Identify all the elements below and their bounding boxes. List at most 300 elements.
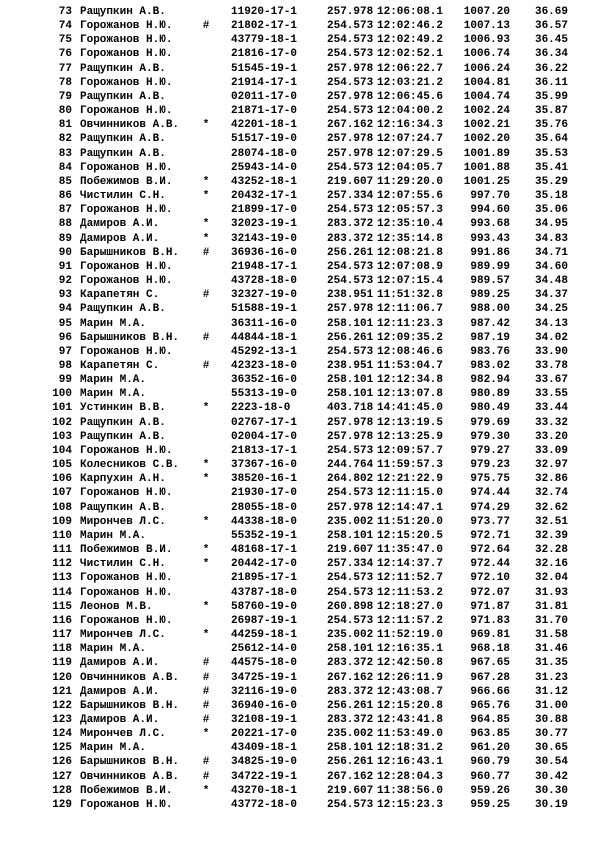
table-row — [0, 402, 600, 415]
team-mark: # — [202, 20, 210, 33]
table-row — [0, 445, 600, 458]
bird-ring: 36940-16-0 — [231, 699, 298, 712]
score: 30.42 — [534, 770, 568, 783]
arrival-time: 11:52:19.0 — [377, 629, 444, 642]
row-number: 107 — [52, 487, 72, 500]
table-row — [0, 176, 600, 189]
row-number: 93 — [58, 289, 72, 302]
table-row — [0, 516, 600, 529]
arrival-time: 12:14:37.7 — [377, 558, 444, 571]
bird-ring: 44844-18-1 — [231, 331, 298, 344]
team-mark: * — [202, 629, 210, 642]
distance: 283.372 — [327, 218, 374, 231]
row-number: 125 — [52, 742, 72, 755]
row-number: 110 — [52, 529, 72, 542]
distance: 254.573 — [327, 161, 374, 174]
table-row — [0, 756, 600, 769]
bird-ring: 32327-19-0 — [231, 289, 298, 302]
bird-ring: 45292-13-1 — [231, 345, 298, 358]
score: 32.39 — [534, 529, 568, 542]
team-mark: # — [202, 685, 210, 698]
fancier-name: Дамиров А.И. — [80, 685, 160, 698]
bird-ring: 28074-18-0 — [231, 147, 298, 160]
fancier-name: Барышников В.Н. — [80, 756, 180, 769]
fancier-name: Горожанов Н.Ю. — [80, 614, 173, 627]
table-row — [0, 332, 600, 345]
bird-ring: 44575-18-0 — [231, 657, 298, 670]
bird-ring: 26987-19-1 — [231, 614, 298, 627]
team-mark: * — [202, 544, 210, 557]
fancier-name: Ращупкин А.В. — [80, 133, 166, 146]
table-row — [0, 218, 600, 231]
distance: 257.978 — [327, 147, 374, 160]
score: 32.74 — [534, 487, 568, 500]
fancier-name: Марин М.А. — [80, 643, 147, 656]
distance: 257.978 — [327, 62, 374, 75]
arrival-time: 12:18:31.2 — [377, 742, 444, 755]
speed: 1004.81 — [463, 76, 510, 89]
distance: 257.978 — [327, 416, 374, 429]
table-row — [0, 261, 600, 274]
team-mark: * — [202, 190, 210, 203]
bird-ring: 51588-19-1 — [231, 303, 298, 316]
team-mark: # — [202, 714, 210, 726]
score: 32.86 — [534, 473, 568, 486]
row-number: 88 — [58, 218, 72, 231]
score: 32.97 — [534, 459, 568, 472]
row-number: 97 — [58, 345, 72, 358]
arrival-time: 12:08:21.8 — [377, 246, 444, 259]
row-number: 78 — [58, 76, 72, 89]
row-number: 82 — [58, 133, 72, 146]
row-number: 113 — [52, 572, 72, 585]
bird-ring: 2223-18-0 — [231, 402, 291, 415]
bird-ring: 25943-14-0 — [231, 161, 298, 174]
bird-ring: 43779-18-1 — [231, 34, 298, 47]
arrival-time: 12:04:05.7 — [377, 161, 444, 174]
bird-ring: 02004-17-0 — [231, 430, 298, 443]
arrival-time: 12:02:49.2 — [377, 34, 444, 47]
distance: 254.573 — [327, 48, 374, 61]
distance: 256.261 — [327, 331, 374, 344]
bird-ring: 21899-17-0 — [231, 204, 298, 217]
fancier-name: Горожанов Н.Ю. — [80, 204, 173, 217]
fancier-name: Мирончев Л.С. — [80, 515, 166, 528]
fancier-name: Карапетян С. — [80, 360, 160, 372]
fancier-name: Колесников С.В. — [80, 459, 180, 472]
score: 32.62 — [534, 501, 568, 514]
fancier-name: Овчинников А.В. — [80, 671, 180, 684]
speed: 993.68 — [470, 218, 510, 231]
distance: 254.573 — [327, 487, 374, 500]
arrival-time: 12:18:27.0 — [377, 600, 444, 613]
fancier-name: Побежимов В.И. — [80, 544, 173, 557]
score: 36.69 — [534, 6, 568, 18]
distance: 254.573 — [327, 798, 374, 811]
bird-ring: 36311-16-0 — [231, 317, 298, 330]
speed: 980.89 — [470, 388, 510, 401]
score: 30.30 — [534, 784, 568, 797]
table-row — [0, 643, 600, 656]
table-row — [0, 360, 600, 373]
row-number: 96 — [58, 331, 72, 344]
arrival-time: 12:05:57.3 — [377, 204, 444, 217]
score: 31.35 — [534, 657, 568, 670]
fancier-name: Горожанов Н.Ю. — [80, 20, 173, 33]
table-row — [0, 133, 600, 146]
row-number: 105 — [52, 459, 72, 472]
arrival-time: 12:21:22.9 — [377, 473, 444, 486]
arrival-time: 12:43:08.7 — [377, 685, 444, 698]
table-row — [0, 20, 600, 33]
arrival-time: 11:51:32.8 — [377, 289, 444, 302]
score: 34.95 — [534, 218, 568, 231]
speed: 974.29 — [470, 501, 510, 514]
bird-ring: 32116-19-0 — [231, 685, 298, 698]
speed: 963.85 — [470, 728, 510, 741]
fancier-name: Горожанов Н.Ю. — [80, 34, 173, 47]
bird-ring: 21871-17-0 — [231, 105, 298, 118]
bird-ring: 43270-18-1 — [231, 784, 298, 797]
bird-ring: 20442-17-0 — [231, 558, 298, 571]
row-number: 86 — [58, 190, 72, 203]
table-row — [0, 388, 600, 401]
team-mark: * — [202, 459, 210, 472]
speed: 980.49 — [470, 402, 510, 415]
table-row — [0, 629, 600, 642]
fancier-name: Ращупкин А.В. — [80, 6, 166, 18]
score: 30.19 — [534, 798, 568, 811]
fancier-name: Дамиров А.И. — [80, 218, 160, 231]
speed: 993.43 — [470, 232, 510, 245]
distance: 258.101 — [327, 317, 374, 330]
arrival-time: 12:13:25.9 — [377, 430, 444, 443]
bird-ring: 34722-19-1 — [231, 770, 298, 783]
row-number: 127 — [52, 770, 72, 783]
fancier-name: Барышников В.Н. — [80, 699, 180, 712]
distance: 238.951 — [327, 360, 374, 372]
table-row — [0, 544, 600, 557]
row-number: 118 — [52, 643, 72, 656]
row-number: 128 — [52, 784, 72, 797]
row-number: 79 — [58, 90, 72, 103]
table-row — [0, 799, 600, 812]
fancier-name: Ращупкин А.В. — [80, 62, 166, 75]
fancier-name: Горожанов Н.Ю. — [80, 275, 173, 288]
table-row — [0, 289, 600, 302]
speed: 988.00 — [470, 303, 510, 316]
bird-ring: 37367-16-0 — [231, 459, 298, 472]
distance: 283.372 — [327, 657, 374, 670]
row-number: 102 — [52, 416, 72, 429]
row-number: 103 — [52, 430, 72, 443]
table-row — [0, 275, 600, 288]
score: 35.76 — [534, 119, 568, 132]
distance: 256.261 — [327, 756, 374, 769]
fancier-name: Барышников В.Н. — [80, 331, 180, 344]
distance: 260.898 — [327, 600, 374, 613]
arrival-time: 12:42:50.8 — [377, 657, 444, 670]
arrival-time: 12:11:57.2 — [377, 614, 444, 627]
fancier-name: Горожанов Н.Ю. — [80, 444, 173, 457]
bird-ring: 34825-19-0 — [231, 756, 298, 769]
fancier-name: Марин М.А. — [80, 529, 147, 542]
table-row — [0, 303, 600, 316]
bird-ring: 43252-18-1 — [231, 175, 298, 188]
score: 30.54 — [534, 756, 568, 769]
fancier-name: Марин М.А. — [80, 317, 147, 330]
score: 35.29 — [534, 175, 568, 188]
score: 32.16 — [534, 558, 568, 571]
fancier-name: Горожанов Н.Ю. — [80, 572, 173, 585]
score: 33.78 — [534, 360, 568, 372]
speed: 979.30 — [470, 430, 510, 443]
arrival-time: 12:09:35.2 — [377, 331, 444, 344]
fancier-name: Горожанов Н.Ю. — [80, 161, 173, 174]
fancier-name: Чистилин С.Н. — [80, 558, 166, 571]
speed: 989.25 — [470, 289, 510, 302]
row-number: 100 — [52, 388, 72, 401]
distance: 403.718 — [327, 402, 374, 415]
fancier-name: Марин М.А. — [80, 742, 147, 755]
score: 34.48 — [534, 275, 568, 288]
arrival-time: 11:29:20.0 — [377, 175, 444, 188]
bird-ring: 43409-18-1 — [231, 742, 298, 755]
bird-ring: 42323-18-0 — [231, 360, 298, 372]
speed: 972.07 — [470, 586, 510, 599]
distance: 244.764 — [327, 459, 374, 472]
speed: 967.28 — [470, 671, 510, 684]
table-row — [0, 686, 600, 699]
speed: 989.57 — [470, 275, 510, 288]
table-row — [0, 346, 600, 359]
score: 30.88 — [534, 714, 568, 726]
fancier-name: Карпухин А.Н. — [80, 473, 166, 486]
row-number: 112 — [52, 558, 72, 571]
speed: 991.86 — [470, 246, 510, 259]
score: 33.55 — [534, 388, 568, 401]
speed: 1001.89 — [463, 147, 510, 160]
score: 33.32 — [534, 416, 568, 429]
fancier-name: Чистилин С.Н. — [80, 190, 166, 203]
row-number: 75 — [58, 34, 72, 47]
team-mark: * — [202, 119, 210, 132]
row-number: 119 — [52, 657, 72, 670]
row-number: 126 — [52, 756, 72, 769]
score: 36.11 — [534, 76, 568, 89]
arrival-time: 12:02:46.2 — [377, 20, 444, 33]
bird-ring: 55352-19-1 — [231, 529, 298, 542]
table-row — [0, 148, 600, 161]
row-number: 87 — [58, 204, 72, 217]
speed: 1007.20 — [463, 6, 510, 18]
table-row — [0, 6, 600, 19]
fancier-name: Дамиров А.И. — [80, 232, 160, 245]
table-row — [0, 34, 600, 47]
team-mark: # — [202, 671, 210, 684]
bird-ring: 42201-18-1 — [231, 119, 298, 132]
row-number: 114 — [52, 586, 72, 599]
row-number: 89 — [58, 232, 72, 245]
arrival-time: 12:07:15.4 — [377, 275, 444, 288]
arrival-time: 12:04:00.2 — [377, 105, 444, 118]
score: 31.12 — [534, 685, 568, 698]
fancier-name: Устинкин В.В. — [80, 402, 166, 415]
bird-ring: 55313-19-0 — [231, 388, 298, 401]
distance: 254.573 — [327, 105, 374, 118]
row-number: 106 — [52, 473, 72, 486]
speed: 972.71 — [470, 529, 510, 542]
fancier-name: Горожанов Н.Ю. — [80, 345, 173, 358]
team-mark: * — [202, 515, 210, 528]
distance: 254.573 — [327, 586, 374, 599]
row-number: 101 — [52, 402, 72, 415]
speed: 961.20 — [470, 742, 510, 755]
row-number: 108 — [52, 501, 72, 514]
arrival-time: 12:12:34.8 — [377, 374, 444, 387]
distance: 254.573 — [327, 34, 374, 47]
distance: 267.162 — [327, 770, 374, 783]
distance: 235.002 — [327, 728, 374, 741]
row-number: 94 — [58, 303, 72, 316]
score: 36.22 — [534, 62, 568, 75]
bird-ring: 21813-17-1 — [231, 444, 298, 457]
row-number: 73 — [58, 6, 72, 18]
table-row — [0, 473, 600, 486]
row-number: 121 — [52, 685, 72, 698]
arrival-time: 12:26:11.9 — [377, 671, 444, 684]
row-number: 117 — [52, 629, 72, 642]
bird-ring: 51517-19-0 — [231, 133, 298, 146]
distance: 264.802 — [327, 473, 374, 486]
table-row — [0, 700, 600, 713]
arrival-time: 12:16:43.1 — [377, 756, 444, 769]
team-mark: * — [202, 402, 210, 415]
table-row — [0, 431, 600, 444]
row-number: 104 — [52, 444, 72, 457]
speed: 1001.88 — [463, 161, 510, 174]
fancier-name: Карапетян С. — [80, 289, 160, 302]
table-row — [0, 119, 600, 132]
speed: 1006.24 — [463, 62, 510, 75]
row-number: 111 — [52, 544, 72, 557]
score: 35.87 — [534, 105, 568, 118]
score: 31.23 — [534, 671, 568, 684]
speed: 979.27 — [470, 444, 510, 457]
team-mark: * — [202, 600, 210, 613]
speed: 994.60 — [470, 204, 510, 217]
row-number: 95 — [58, 317, 72, 330]
table-row — [0, 601, 600, 614]
distance: 257.978 — [327, 90, 374, 103]
fancier-name: Овчинников А.В. — [80, 770, 180, 783]
arrival-time: 11:53:04.7 — [377, 360, 444, 372]
speed: 965.76 — [470, 699, 510, 712]
bird-ring: 20432-17-1 — [231, 190, 298, 203]
row-number: 85 — [58, 175, 72, 188]
bird-ring: 58760-19-0 — [231, 600, 298, 613]
team-mark: * — [202, 232, 210, 245]
score: 30.77 — [534, 728, 568, 741]
arrival-time: 12:09:57.7 — [377, 444, 444, 457]
bird-ring: 38520-16-1 — [231, 473, 298, 486]
bird-ring: 51545-19-1 — [231, 62, 298, 75]
distance: 254.573 — [327, 444, 374, 457]
row-number: 120 — [52, 671, 72, 684]
speed: 969.81 — [470, 629, 510, 642]
score: 35.64 — [534, 133, 568, 146]
arrival-time: 12:16:34.3 — [377, 119, 444, 132]
score: 35.06 — [534, 204, 568, 217]
speed: 975.75 — [470, 473, 510, 486]
score: 34.25 — [534, 303, 568, 316]
team-mark: * — [202, 784, 210, 797]
score: 35.99 — [534, 90, 568, 103]
fancier-name: Ращупкин А.В. — [80, 501, 166, 514]
team-mark: * — [202, 728, 210, 741]
table-row — [0, 417, 600, 430]
table-row — [0, 771, 600, 784]
fancier-name: Дамиров А.И. — [80, 657, 160, 670]
score: 33.90 — [534, 345, 568, 358]
speed: 971.87 — [470, 600, 510, 613]
arrival-time: 12:07:08.9 — [377, 260, 444, 273]
arrival-time: 12:07:55.6 — [377, 190, 444, 203]
arrival-time: 14:41:45.0 — [377, 402, 444, 415]
score: 30.65 — [534, 742, 568, 755]
distance: 254.573 — [327, 76, 374, 89]
bird-ring: 02767-17-1 — [231, 416, 298, 429]
speed: 979.23 — [470, 459, 510, 472]
table-row — [0, 587, 600, 600]
score: 36.34 — [534, 48, 568, 61]
bird-ring: 21895-17-1 — [231, 572, 298, 585]
score: 31.93 — [534, 586, 568, 599]
distance: 267.162 — [327, 119, 374, 132]
team-mark: * — [202, 558, 210, 571]
table-row — [0, 785, 600, 798]
arrival-time: 12:11:23.3 — [377, 317, 444, 330]
score: 31.70 — [534, 614, 568, 627]
bird-ring: 32143-19-0 — [231, 232, 298, 245]
bird-ring: 21948-17-1 — [231, 260, 298, 273]
score: 31.46 — [534, 643, 568, 656]
speed: 972.64 — [470, 544, 510, 557]
bird-ring: 32108-19-1 — [231, 714, 298, 726]
row-number: 76 — [58, 48, 72, 61]
table-row — [0, 714, 600, 727]
score: 31.00 — [534, 699, 568, 712]
fancier-name: Ращупкин А.В. — [80, 303, 166, 316]
fancier-name: Леонов М.В. — [80, 600, 153, 613]
distance: 235.002 — [327, 629, 374, 642]
fancier-name: Горожанов Н.Ю. — [80, 260, 173, 273]
bird-ring: 43772-18-0 — [231, 798, 298, 811]
arrival-time: 12:06:08.1 — [377, 6, 444, 18]
speed: 964.85 — [470, 714, 510, 726]
speed: 989.99 — [470, 260, 510, 273]
fancier-name: Побежимов В.И. — [80, 784, 173, 797]
bird-ring: 32023-19-1 — [231, 218, 298, 231]
distance: 254.573 — [327, 260, 374, 273]
distance: 257.978 — [327, 303, 374, 316]
distance: 254.573 — [327, 204, 374, 217]
arrival-time: 11:59:57.3 — [377, 459, 444, 472]
table-row — [0, 530, 600, 543]
speed: 1002.24 — [463, 105, 510, 118]
row-number: 92 — [58, 275, 72, 288]
fancier-name: Ращупкин А.В. — [80, 416, 166, 429]
